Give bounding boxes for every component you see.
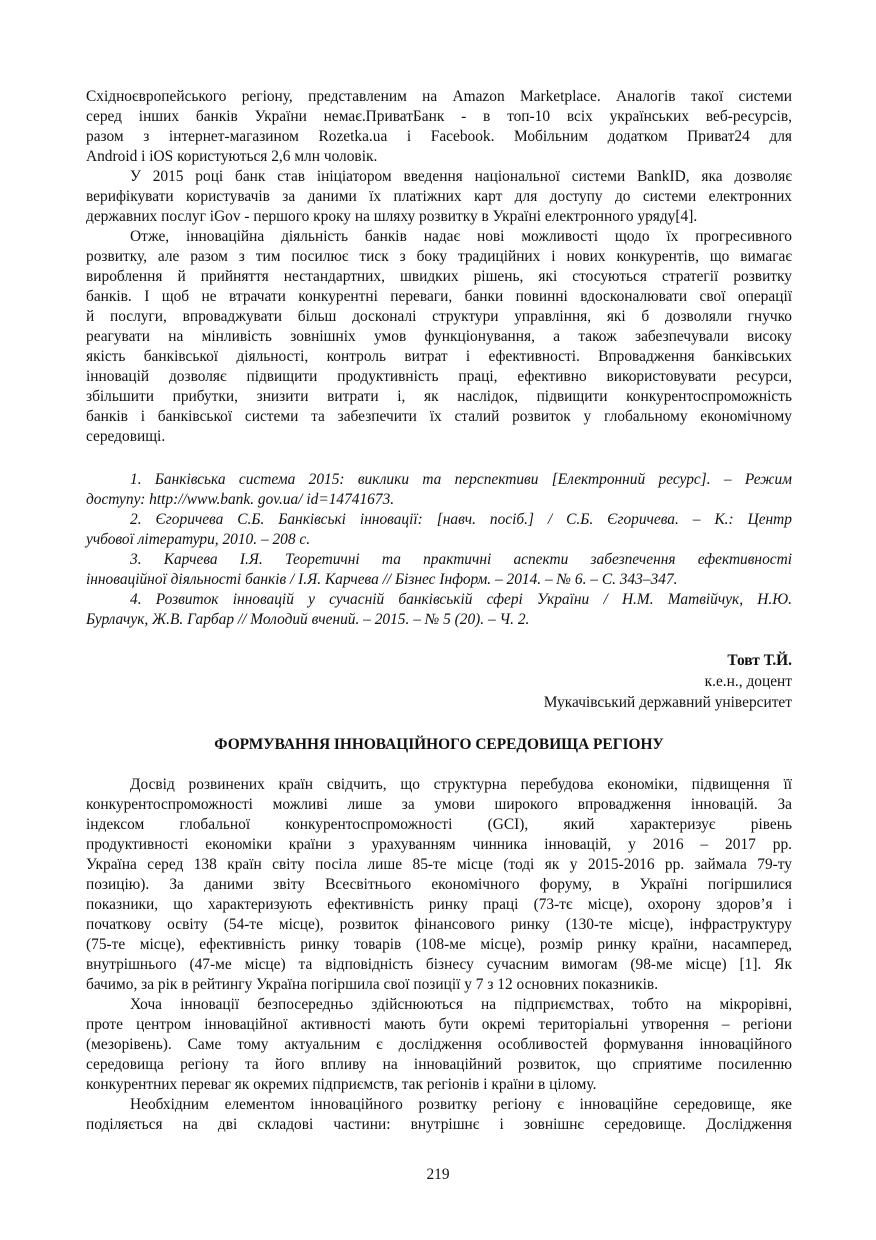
text-line: початкову освіту (54-те місце), розвиток фінансового ринку (130-те місце), інфраструктуру <box>86 916 792 933</box>
text-line: продуктивності економіки країни з урахуванням чинника інновацій, у 2016 – 2017 рр. <box>86 836 792 853</box>
text-line: серед інших банків України немає.ПриватБанк - в топ-10 всіх українських веб-ресурсів, <box>86 108 792 125</box>
text-line: (мезорівень). Саме тому актуальним є дослідження особливостей формування інноваційного <box>86 1036 792 1053</box>
text-line: розвитку, але разом з тим посилює тиск з боку традиційних і нових конкурентів, що вимагає <box>86 248 792 265</box>
reference-line: 4. Розвиток інновацій у сучасній банківській сфері України / Н.М. Матвійчук, Н.Ю. <box>130 591 792 608</box>
article-title: ФОРМУВАННЯ ІННОВАЦІЙНОГО СЕРЕДОВИЩА РЕГІОНУ <box>214 736 664 753</box>
text-line: конкурентоспроможності можливі лише за умови широкого впровадження інновацій. За <box>86 796 792 813</box>
text-line: й послуги, впроваджувати більш досконалі структури управління, які б дозволяли гнучко <box>86 308 792 325</box>
paragraph-intro <box>86 775 792 995</box>
reference-line: інноваційної діяльності банків / І.Я. Карчева // Бізнес Інформ. – 2014. – № 6. – С. 343–347. <box>86 571 678 588</box>
text-line: банків. І щоб не втрачати конкурентні переваги, банки повинні вдосконалювати свої операції <box>86 288 792 305</box>
text-line: поділяється на дві складові частини: внутрішнє і зовнішнє середовище. Дослідження <box>86 1116 792 1133</box>
reference-item <box>86 550 792 590</box>
text-line: Отже, інноваційна діяльність банків надає нові можливості щодо їх прогресивного <box>130 228 792 245</box>
text-line: інновацій дозволяє підвищити продуктивність праці, ефективно використовувати ресурси, <box>86 368 792 385</box>
references-list <box>86 470 792 630</box>
author-degree: к.е.н., доцент <box>704 673 792 690</box>
text-line: якість банківської діяльності, контроль витрат і ефективності. Впровадження банківських <box>86 348 792 365</box>
text-line: конкурентних переваг як окремих підприємств, так регіонів і країни в цілому. <box>86 1076 597 1093</box>
author-affiliation: Мукачівський державний університет <box>543 694 792 711</box>
author-block <box>86 650 792 713</box>
text-line: Східноєвропейського регіону, представленим на Amazon Marketplace. Аналогів такої системи <box>86 88 792 105</box>
paragraph-environment <box>86 1095 792 1135</box>
paragraph-regions <box>86 995 792 1095</box>
reference-line: 1. Банківська система 2015: виклики та перспективи [Електронний ресурс]. – Режим <box>130 471 792 488</box>
text-line: Необхідним елементом інноваційного розвитку регіону є інноваційне середовище, яке <box>130 1096 792 1113</box>
text-line: проте центром інноваційної активності мають бути окремі територіальні утворення – регіони <box>86 1016 792 1033</box>
text-line: реагувати на мінливість зовнішніх умов функціонування, а також забезпечували високу <box>86 328 792 345</box>
page-number: 219 <box>426 1166 450 1183</box>
text-line: банків і банківської системи та забезпечити їх сталий розвиток у глобальному економічному <box>86 408 792 425</box>
text-line: середовищі. <box>86 428 166 445</box>
text-line: індексом глобальної конкурентоспроможності (GCI), який характеризує рівень <box>86 816 792 833</box>
text-line: вироблення й прийняття нестандартних, швидких рішень, які стосуються стратегії розвитку <box>86 268 792 285</box>
reference-line: учбової літератури, 2010. – 208 с. <box>86 531 311 548</box>
text-line: верифікувати користувачів за даними їх платіжних карт для доступу до системи електронних <box>86 188 792 205</box>
text-line: збільшити прибутки, знизити витрати і, як наслідок, підвищити конкурентоспроможність <box>86 388 792 405</box>
text-line: разом з інтернет-магазином Rozetka.ua і Facebook. Мобільним додатком Приват24 для <box>86 128 792 145</box>
text-line: Хоча інновації безпосередньо здійснюються на підприємствах, тобто на мікрорівні, <box>130 996 792 1013</box>
reference-line: 3. Карчева І.Я. Теоретичні та практичні аспекти забезпечення ефективності <box>130 551 792 568</box>
paragraph-conclusion <box>86 227 792 447</box>
text-line: Україна серед 138 країн світу посіла лише 85-те місце (тоді як у 2015-2016 рр. займала 79-ту <box>86 856 792 873</box>
reference-line: Бурлачук, Ж.В. Гарбар // Молодий вчений. – 2015. – № 5 (20). – Ч. 2. <box>86 611 530 628</box>
reference-item <box>86 590 792 630</box>
paragraph-bankid <box>86 167 792 227</box>
reference-item <box>86 510 792 550</box>
text-line: (75-те місце), ефективність ринку товарів (108-ме місце), розмір ринку країни, насамперед, <box>86 936 792 953</box>
reference-item <box>86 470 792 510</box>
reference-line: доступу: http://www.bank. gov.ua/ id=14741673. <box>86 491 395 508</box>
text-line: середовища регіону та його впливу на інноваційний розвиток, що сприятиме посиленню <box>86 1056 792 1073</box>
text-line: внутрішнього (47-ме місце) та відповідність бізнесу сучасним вимогам (98-ме місце) [1]. Як <box>86 956 792 973</box>
text-line: показники, що характеризують ефективність ринку праці (73-тє місце), охорону здоров’я і <box>86 896 792 913</box>
text-line: бачимо, за рік в рейтингу Україна погіршила свої позиції у 7 з 12 основних показників. <box>86 976 659 993</box>
text-line: Досвід розвинених країн свідчить, що структурна перебудова економіки, підвищення її <box>130 776 792 793</box>
author-name: Товт Т.Й. <box>727 652 792 669</box>
reference-line: 2. Єгоричева С.Б. Банківські інновації: [навч. посіб.] / С.Б. Єгоричева. – К.: Центр <box>130 511 792 528</box>
text-line: У 2015 році банк став ініціатором введення національної системи BankID, яка дозволяє <box>130 168 792 185</box>
text-line: державних послуг iGov - першого кроку на шляху розвитку в Україні електронного уряду[4]. <box>86 208 698 225</box>
text-line: позицію). За даними звіту Всесвітнього економічного форуму, в Україні погіршилися <box>86 876 792 893</box>
text-line: Android і iOS користуються 2,6 млн чоловік. <box>86 148 378 165</box>
paragraph-continuation <box>86 87 792 167</box>
